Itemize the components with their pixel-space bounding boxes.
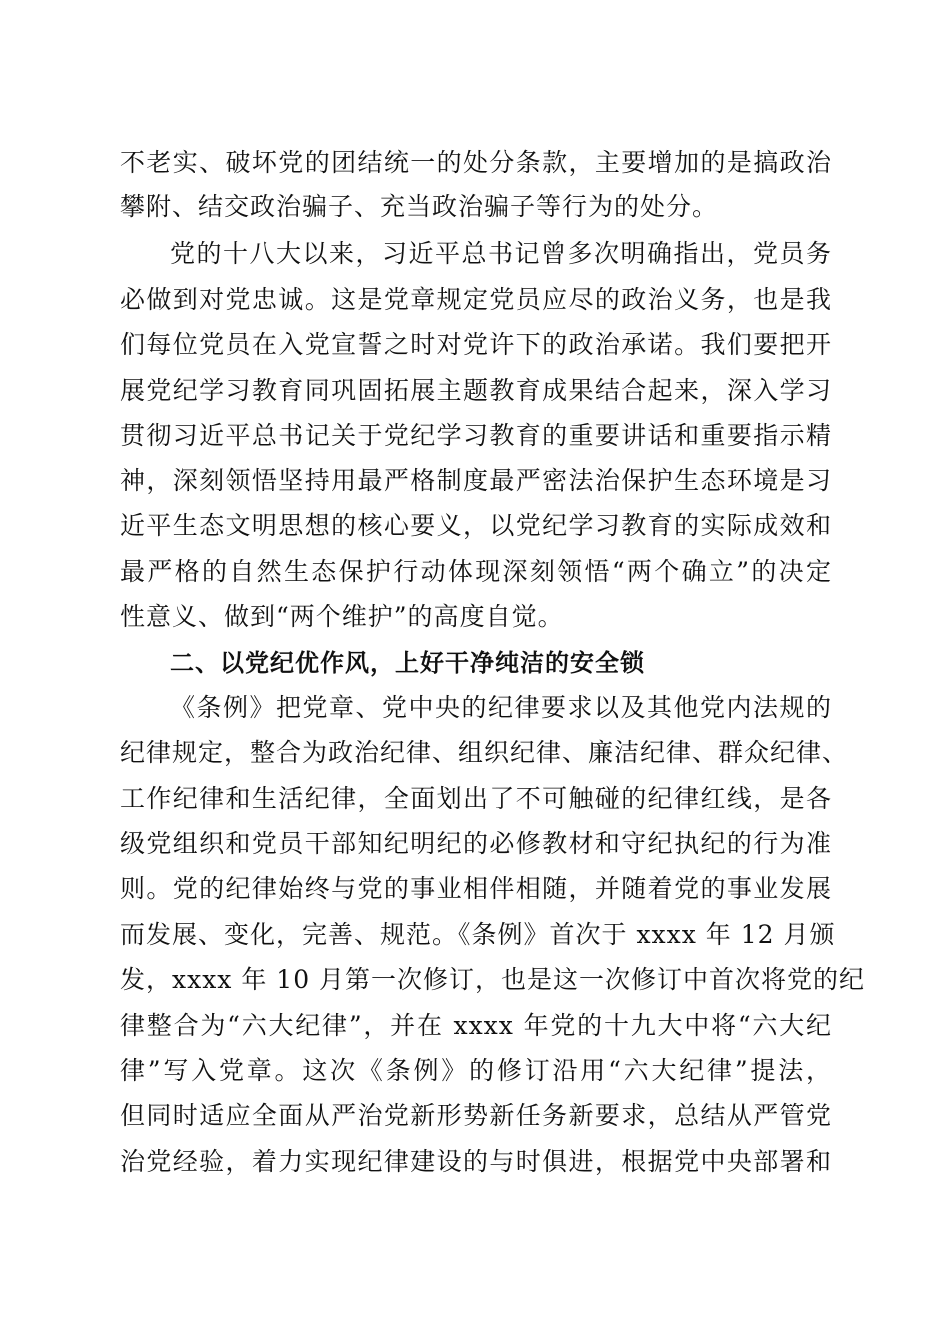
paragraph-line: 们每位党员在入党宣誓之时对党许下的政治承诺。我们要把开 [120,330,832,359]
paragraph-line: 治党经验，着力实现纪律建设的与时俱进，根据党中央部署和 [120,1147,832,1176]
paragraph-line: 攀附、结交政治骗子、充当政治骗子等行为的处分。 [120,192,719,221]
paragraph-line: 党的十八大以来，习近平总书记曾多次明确指出，党员务 [170,239,832,268]
paragraph-line: 《条例》把党章、党中央的纪律要求以及其他党内法规的 [170,693,832,722]
paragraph-line: 律整合为“六大纪律”，并在 xxxx 年党的十九大中将“六大纪 [120,1011,832,1040]
paragraph-line: 级党组织和党员干部知纪明纪的必修教材和守纪执纪的行为准 [120,829,832,858]
paragraph-line: 而发展、变化，完善、规范。《条例》首次于 xxxx 年 12 月颁 [120,920,836,949]
paragraph-line: 最严格的自然生态保护行动体现深刻领悟“两个确立”的决定 [120,557,832,586]
paragraph-line: 律”写入党章。这次《条例》的修订沿用“六大纪律”提法， [120,1056,832,1085]
paragraph-line: 展党纪学习教育同巩固拓展主题教育成果结合起来，深入学习 [120,376,832,405]
paragraph-line: 不老实、破坏党的团结统一的处分条款，主要增加的是搞政治 [120,148,832,177]
paragraph-line: 纪律规定，整合为政治纪律、组织纪律、廉洁纪律、群众纪律、 [120,738,849,767]
section-heading: 二、以党纪优作风，上好干净纯洁的安全锁 [170,649,645,677]
paragraph-line: 发，xxxx 年 10 月第一次修订，也是这一次修订中首次将党的纪 [120,965,866,994]
paragraph-line: 贯彻习近平总书记关于党纪学习教育的重要讲话和重要指示精 [120,421,832,450]
paragraph-line: 近平生态文明思想的核心要义，以党纪学习教育的实际成效和 [120,511,832,540]
paragraph-line: 则。党的纪律始终与党的事业相伴相随，并随着党的事业发展 [120,874,832,903]
paragraph-line: 神，深刻领悟坚持用最严格制度最严密法治保护生态环境是习 [120,466,832,495]
paragraph-line: 工作纪律和生活纪律，全面划出了不可触碰的纪律红线，是各 [120,784,832,813]
paragraph-line: 必做到对党忠诚。这是党章规定党员应尽的政治义务，也是我 [120,285,832,314]
paragraph-line: 但同时适应全面从严治党新形势新任务新要求，总结从严管党 [120,1101,832,1130]
paragraph-line: 性意义、做到“两个维护”的高度自觉。 [120,602,564,631]
